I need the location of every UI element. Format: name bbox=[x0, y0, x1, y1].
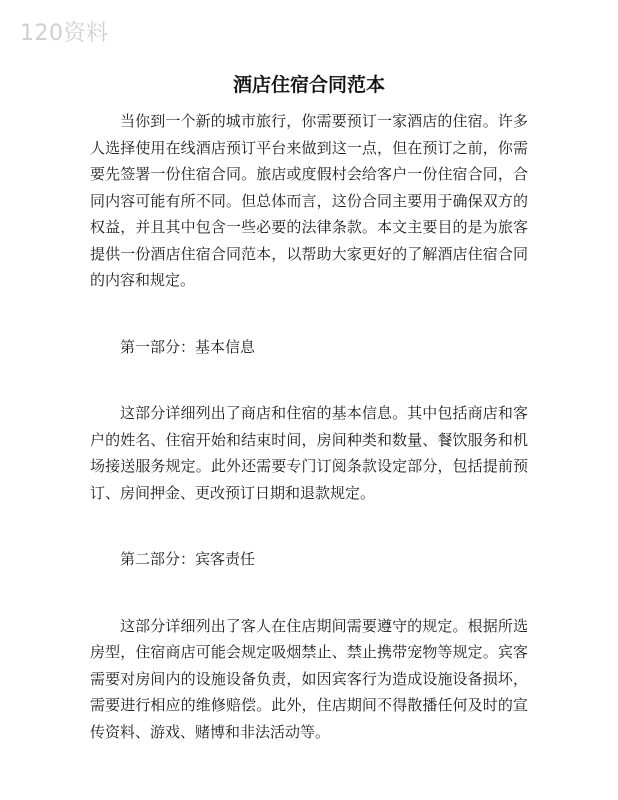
section-body-guest-responsibility: 这部分详细列出了客人在住店期间需要遵守的规定。根据所选房型，住宿商店可能会规定吸烟禁止、禁止携带宠物等规定。宾客需要对房间内的设施设备负责，如因宾客行为造成设施设备损坏，需要进行相应的维修赔偿。此外，住店期间不得散播任何及时的宣传资料、游戏、赌博和非法活动等。 bbox=[90, 616, 528, 741]
watermark-logo: 120资料 bbox=[20, 21, 109, 46]
section-heading-basic-info: 第一部分：基本信息 bbox=[120, 337, 256, 356]
spacer bbox=[90, 360, 528, 400]
spacer bbox=[90, 294, 528, 334]
document-page bbox=[90, 70, 528, 745]
spacer bbox=[90, 573, 528, 613]
spacer bbox=[90, 506, 528, 546]
document-title: 酒店住宿合同范本 bbox=[232, 74, 385, 96]
section-body-basic-info: 这部分详细列出了商店和住宿的基本信息。其中包括商店和客户的姓名、住宿开始和结束时间，房间种类和数量、餐饮服务和机场接送服务规定。此外还需要专门订阅条款设定部分，包括提前预订、房间押金、更改预订日期和退款规定。 bbox=[90, 404, 528, 502]
section-heading-guest-responsibility: 第二部分：宾客责任 bbox=[120, 550, 256, 568]
intro-paragraph: 当你到一个新的城市旅行，你需要预订一家酒店的住宿。许多人选择使用在线酒店预订平台来做到这一点，但在预订之前，你需要先签署一份住宿合同。旅店或度假村会给客户一份住宿合同，合同内容可能有所不同。但总体而言，这份合同主要用于确保双方的权益，并且其中包含一些必要的法律条款。本文主要目的是为旅客提供一份酒店住宿合同范本，以帮助大家更好的了解酒店住宿合同的内容和规定。 bbox=[90, 112, 528, 289]
